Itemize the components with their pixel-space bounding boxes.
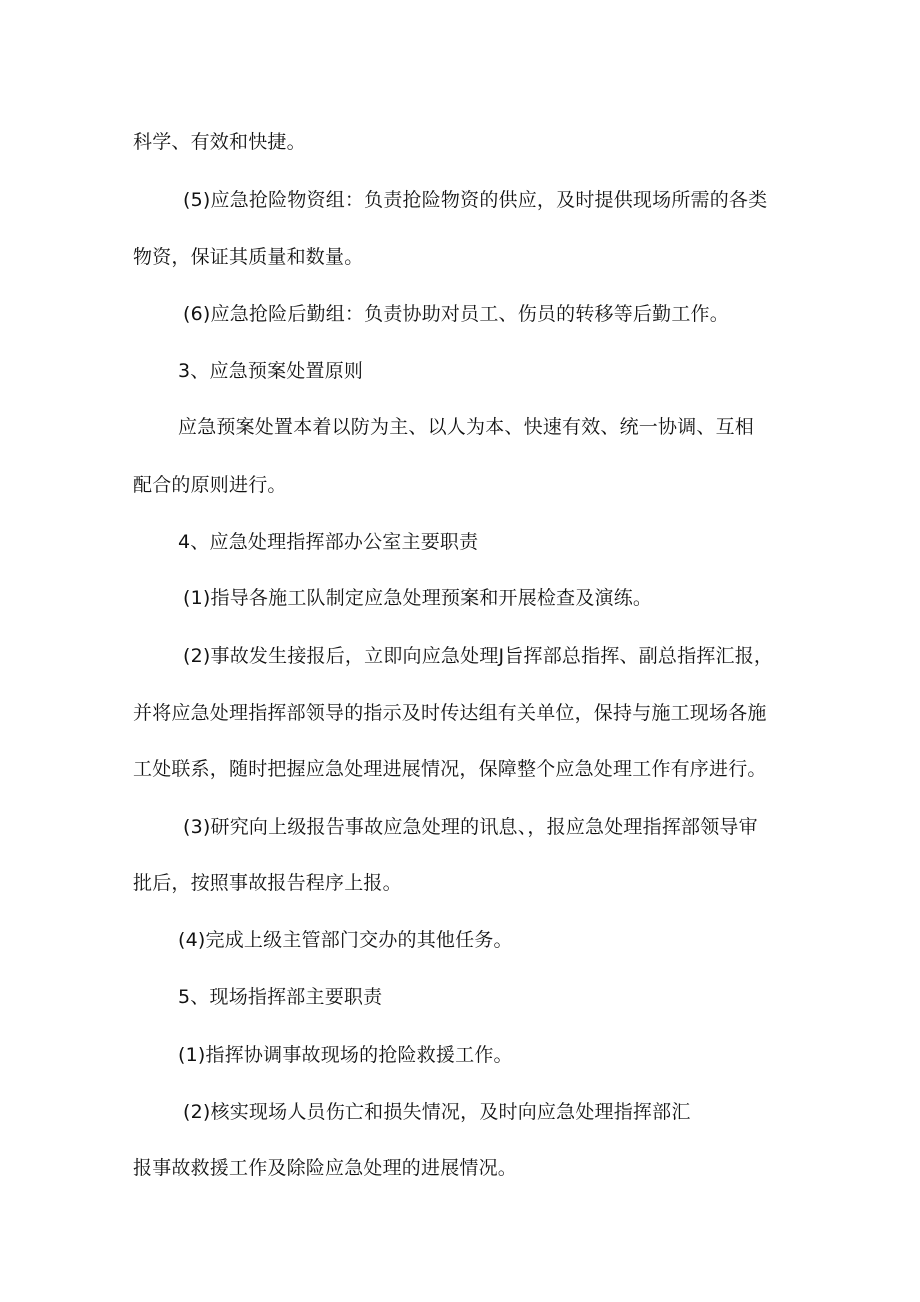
section-heading-3: 3、应急预案处置原则 xyxy=(178,360,364,382)
text-line-9: (1)指导各施工队制定应急处理预案和开展检查及演练。 xyxy=(183,587,653,609)
text-line-12: 工处联系，随时把握应急处理进展情况，保障整个应急处理工作有序进行。 xyxy=(133,758,767,780)
text-line-17: (1)指挥协调事故现场的抢险救援工作。 xyxy=(178,1044,513,1066)
text-line-19: 报事故救援工作及除险应急处理的进展情况。 xyxy=(133,1157,518,1179)
text-line-18: (2)核实现场人员伤亡和损失情况，及时向应急处理指挥部汇 xyxy=(183,1101,691,1123)
text-line-11: 并将应急处理指挥部领导的指示及时传达组有关单位，保持与施工现场各施 xyxy=(133,702,767,724)
text-line-14: 批后，按照事故报告程序上报。 xyxy=(133,872,402,894)
text-line-2: (5)应急抢险物资组：负责抢险物资的供应，及时提供现场所需的各类 xyxy=(183,189,768,211)
text-line-7: 配合的原则进行。 xyxy=(133,474,287,496)
text-line-3: 物资，保证其质量和数量。 xyxy=(133,246,364,268)
text-line-15: (4)完成上级主管部门交办的其他任务。 xyxy=(178,929,513,951)
text-line-6: 应急预案处置本着以防为主、以人为本、快速有效、统一协调、互相 xyxy=(178,416,755,438)
section-heading-4: 4、应急处理指挥部办公室主要职责 xyxy=(178,531,479,553)
text-line-4: (6)应急抢险后勤组：负责协助对员工、伤员的转移等后勤工作。 xyxy=(183,303,729,325)
text-line-10: (2)事故发生接报后，立即向应急处理J旨挥部总指挥、副总指挥汇报， xyxy=(183,645,774,667)
text-line-13: (3)研究向上级报告事故应急处理的讯息、，报应急处理指挥部领导审 xyxy=(183,816,758,838)
text-line-1: 科学、有效和快捷。 xyxy=(133,131,306,153)
section-heading-5: 5、现场指挥部主要职责 xyxy=(178,986,383,1008)
